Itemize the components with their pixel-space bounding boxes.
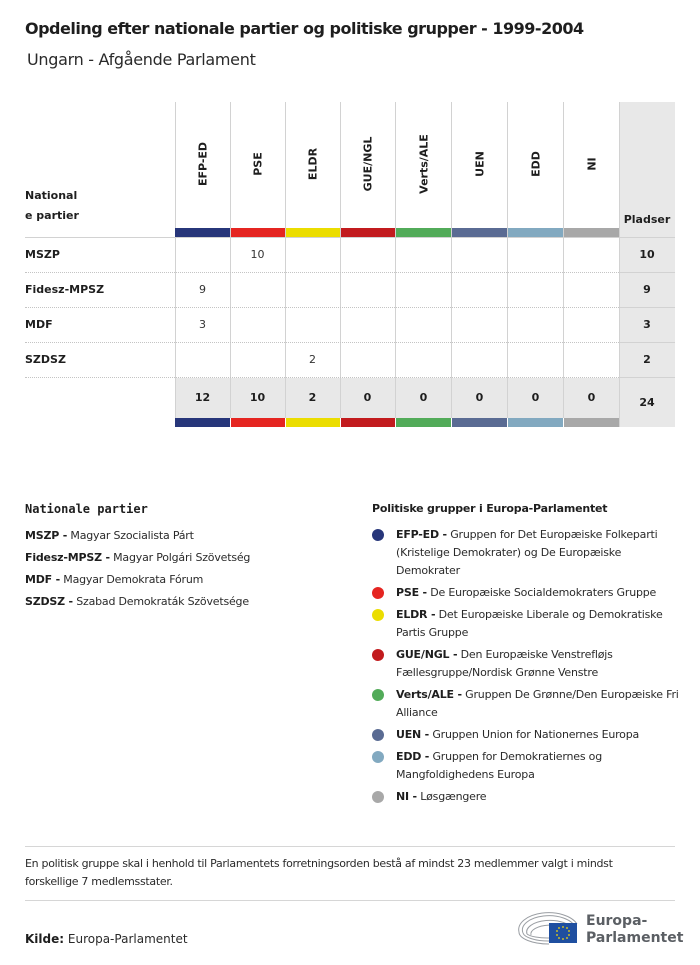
color-bar-gue-ngl — [341, 228, 395, 237]
column-label: Verts/ALE — [417, 134, 430, 194]
group-abbr: PSE - — [396, 586, 427, 599]
group-abbr: UEN - — [396, 728, 430, 741]
pladser-header: Pladser — [623, 213, 671, 226]
footnote: En politisk gruppe skal i henhold til Parlamentets forretningsorden bestå af mindst 23 medlemmer valgt i mindst forskellige 7 medlemsstater. — [25, 857, 613, 888]
row-header-line: e partier — [25, 209, 79, 222]
column-total-uen: 0 — [475, 391, 484, 404]
color-bar-edd — [508, 228, 563, 237]
table-cell: 3 — [199, 318, 206, 331]
legend-dot-icon — [372, 729, 384, 741]
color-bar-eldr — [286, 228, 340, 237]
group-name: Gruppen for Det Europæiske Folkeparti (Kristelige Demokrater) og De Europæiske Demokrater — [396, 528, 658, 577]
group-name: Den Europæiske Venstrefløjs Fællesgruppe/Nordisk Grønne Venstre — [396, 648, 613, 679]
page-title: Opdeling efter nationale partier og politiske grupper - 1999-2004 — [25, 19, 584, 38]
source-label: Kilde: — [25, 932, 65, 946]
column-label: ELDR — [306, 147, 319, 181]
legend-dot-icon — [372, 689, 384, 701]
group-name: De Europæiske Socialdemokraters Gruppe — [430, 586, 657, 599]
column-header-efp-ed — [175, 102, 230, 228]
seat-distribution-table — [0, 0, 700, 440]
legend-dot-icon — [372, 529, 384, 541]
color-bar-verts-ale — [396, 228, 451, 237]
color-bar-pse — [231, 418, 285, 427]
row-divider — [619, 342, 675, 343]
row-total: 2 — [643, 353, 651, 366]
row-divider — [25, 272, 619, 273]
national-party-legend-item — [25, 529, 194, 542]
column-header-ni — [564, 102, 619, 228]
column-label: EFP-ED — [196, 141, 209, 187]
color-bar-uen — [452, 228, 507, 237]
row-label-mdf: MDF — [25, 318, 53, 331]
legend-dot-icon — [372, 587, 384, 599]
group-name: Det Europæiske Liberale og Demokratiske Partis Gruppe — [396, 608, 663, 639]
row-total: 9 — [643, 283, 651, 296]
column-header-verts-ale — [396, 102, 451, 228]
group-name: Gruppen De Grønne/Den Europæiske Fri Alliance — [396, 688, 679, 719]
national-party-legend-item — [25, 551, 250, 564]
column-header-eldr — [285, 102, 340, 228]
national-parties-legend-title: Nationale partier — [25, 502, 148, 516]
row-label-mszp: MSZP — [25, 248, 60, 261]
source-credit — [25, 932, 188, 946]
row-divider — [619, 307, 675, 308]
logo-wordmark — [586, 913, 683, 947]
row-total: 3 — [643, 318, 651, 331]
political-groups-legend-title: Politiske grupper i Europa-Parlamentet — [372, 502, 608, 515]
row-divider — [619, 377, 675, 378]
column-total-edd: 0 — [531, 391, 540, 404]
color-bar-verts-ale — [396, 418, 451, 427]
group-abbr: EDD - — [396, 750, 430, 763]
column-total-pse: 10 — [249, 391, 266, 404]
table-cell: 2 — [309, 353, 316, 366]
group-name: Gruppen for Demokratiernes og Mangfoldighedens Europa — [396, 750, 602, 781]
row-divider — [25, 377, 619, 378]
legend-dot-icon — [372, 609, 384, 621]
footer-divider — [25, 846, 675, 847]
grid-line — [619, 102, 620, 427]
color-bar-uen — [452, 418, 507, 427]
party-name: Magyar Demokrata Fórum — [63, 573, 204, 586]
party-name: Magyar Szocialista Párt — [70, 529, 194, 542]
column-total-gue-ngl: 0 — [363, 391, 372, 404]
party-abbr: Fidesz-MPSZ - — [25, 551, 110, 564]
footer-divider — [25, 900, 675, 901]
group-abbr: ELDR - — [396, 608, 436, 621]
national-party-legend-item — [25, 595, 249, 608]
group-abbr: GUE/NGL - — [396, 648, 458, 661]
column-header-pse — [230, 102, 285, 228]
legend-dot-icon — [372, 649, 384, 661]
column-label: GUE/NGL — [361, 136, 374, 192]
source-value: Europa-Parlamentet — [67, 932, 188, 946]
column-total-verts-ale: 0 — [419, 391, 428, 404]
column-total-eldr: 2 — [308, 391, 317, 404]
group-abbr: Verts/ALE - — [396, 688, 462, 701]
column-header-gue-ngl — [340, 102, 395, 228]
grand-total: 24 — [639, 396, 655, 409]
group-abbr: EFP-ED - — [396, 528, 447, 541]
table-cell: 9 — [199, 283, 206, 296]
row-header-national-parties — [25, 186, 85, 226]
column-label: EDD — [529, 151, 542, 177]
legend-dot-icon — [372, 791, 384, 803]
color-bar-edd — [508, 418, 563, 427]
color-bar-pse — [231, 228, 285, 237]
color-bar-gue-ngl — [341, 418, 395, 427]
column-header-edd — [508, 102, 563, 228]
group-name: Løsgængere — [420, 790, 487, 803]
color-bar-ni — [564, 418, 619, 427]
column-header-uen — [452, 102, 507, 228]
page-subtitle: Ungarn - Afgående Parlament — [27, 50, 256, 69]
row-total: 10 — [639, 248, 655, 261]
row-divider — [619, 272, 675, 273]
row-label-fidesz-mpsz: Fidesz-MPSZ — [25, 283, 105, 296]
logo-line: Europa- — [586, 913, 648, 929]
column-label: UEN — [473, 151, 486, 177]
header-divider — [25, 237, 675, 238]
color-bar-eldr — [286, 418, 340, 427]
color-bar-ni — [564, 228, 619, 237]
column-label: NI — [585, 157, 598, 171]
color-bar-efp-ed — [175, 418, 230, 427]
column-total-ni: 0 — [587, 391, 596, 404]
party-abbr: MDF - — [25, 573, 60, 586]
party-abbr: MSZP - — [25, 529, 68, 542]
row-header-line: National — [25, 189, 78, 202]
party-abbr: SZDSZ - — [25, 595, 73, 608]
group-name: Gruppen Union for Nationernes Europa — [432, 728, 640, 741]
logo-line: Parlamentet — [586, 930, 684, 946]
column-label: PSE — [251, 152, 264, 176]
row-divider — [25, 342, 619, 343]
row-label-szdsz: SZDSZ — [25, 353, 66, 366]
national-party-legend-item — [25, 573, 203, 586]
row-divider — [25, 307, 619, 308]
legend-dot-icon — [372, 751, 384, 763]
party-name: Magyar Polgári Szövetség — [113, 551, 251, 564]
table-cell: 10 — [250, 248, 265, 261]
pladser-column-background — [619, 102, 675, 427]
color-bar-efp-ed — [175, 228, 230, 237]
group-abbr: NI - — [396, 790, 417, 803]
party-name: Szabad Demokraták Szövetsége — [76, 595, 249, 608]
column-total-efp-ed: 12 — [194, 391, 211, 404]
